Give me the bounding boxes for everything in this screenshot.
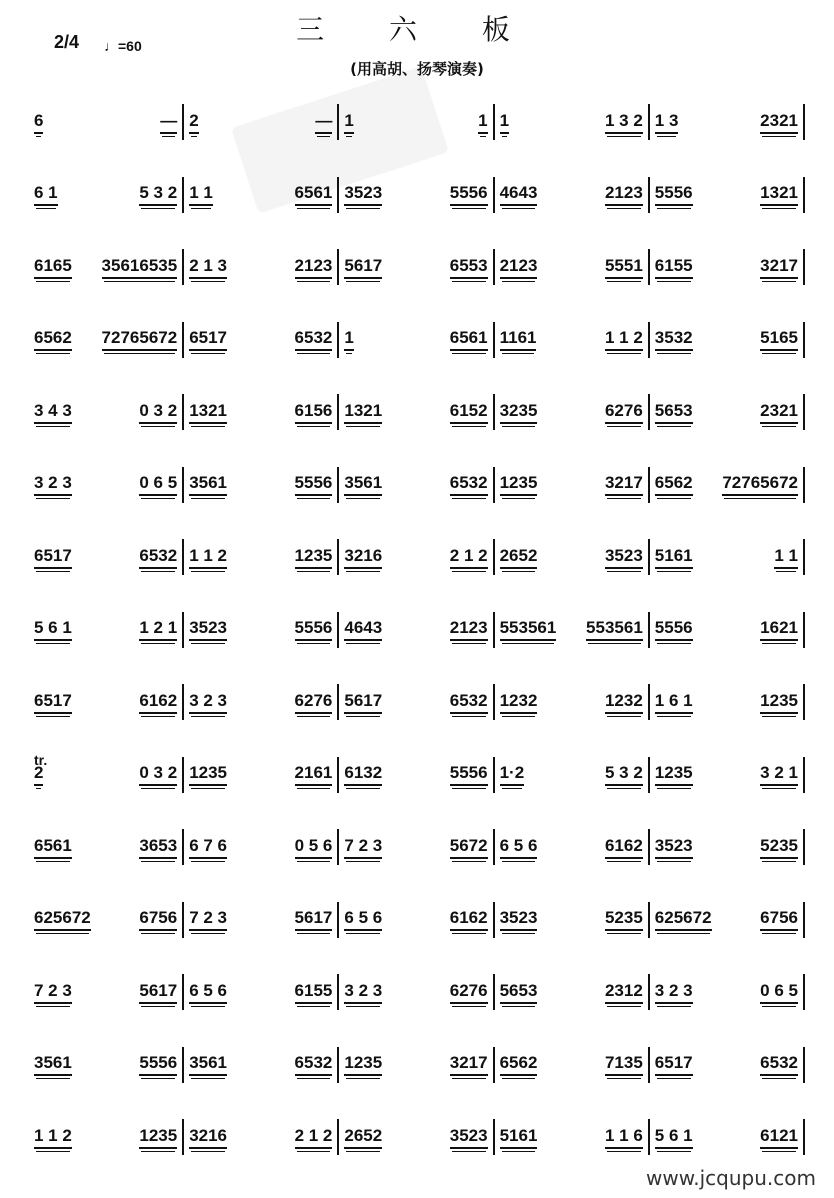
beat-group: 2 — [189, 111, 198, 134]
measure — [649, 825, 804, 869]
notation-line — [28, 173, 808, 221]
barline — [803, 322, 805, 358]
beat-group: 1 1 — [189, 183, 213, 206]
measure — [183, 1043, 338, 1087]
beat-group: 1 3 — [655, 111, 679, 134]
beat-group: 0 5 6 — [295, 836, 333, 859]
beat-group: 1 1 6 — [605, 1126, 643, 1149]
beat-group: 3235 — [500, 401, 538, 424]
beat-group: 6 — [34, 111, 43, 134]
beat-group: 6517 — [34, 691, 72, 714]
beat-group: 2123 — [450, 618, 488, 641]
beat-group: 5235 — [605, 908, 643, 931]
beat-group: 2161 — [295, 763, 333, 786]
barline — [803, 177, 805, 213]
beat-group: 5165 — [760, 328, 798, 351]
notation-line — [28, 753, 808, 801]
trill-mark: tr. — [34, 752, 48, 768]
measure — [494, 535, 649, 579]
beat-group: 2 1 2 — [295, 1126, 333, 1149]
beat-group: 1 — [344, 328, 353, 351]
barline — [803, 104, 805, 140]
beat-group: 6562 — [34, 328, 72, 351]
beat-group: 553561 — [586, 618, 643, 641]
beat-group: 2652 — [500, 546, 538, 569]
beat-group: 2321 — [760, 111, 798, 134]
barline — [803, 467, 805, 503]
beat-group: 1 1 2 — [34, 1126, 72, 1149]
beat-group: 6561 — [450, 328, 488, 351]
beat-group: 5 3 2 — [139, 183, 177, 206]
barline — [803, 974, 805, 1010]
beat-group: 1 — [344, 111, 353, 134]
measure — [649, 753, 804, 797]
measure — [649, 390, 804, 434]
measure — [183, 100, 338, 144]
beat-group: 2123 — [500, 256, 538, 279]
beat-group: 3561 — [189, 1053, 227, 1076]
notation-line — [28, 390, 808, 438]
beat-group: 5556 — [655, 183, 693, 206]
beat-group: 1232 — [500, 691, 538, 714]
beat-group: 6532 — [139, 546, 177, 569]
measure — [28, 1115, 183, 1159]
beat-group: 6165 — [34, 256, 72, 279]
measure — [183, 680, 338, 724]
measure — [28, 1043, 183, 1087]
beat-group: 1 — [478, 111, 487, 134]
measure — [649, 245, 804, 289]
beat-group: 1161 — [500, 328, 537, 351]
beat-group: 7135 — [605, 1053, 643, 1076]
beat-group: 5161 — [655, 546, 693, 569]
beat-group: 2 — [34, 763, 43, 786]
beat-group: 3217 — [760, 256, 798, 279]
notation-line — [28, 318, 808, 366]
beat-group: 6 5 6 — [189, 981, 227, 1004]
beat-group: 2 1 3 — [189, 256, 227, 279]
beat-group: 6156 — [295, 401, 333, 424]
measure — [494, 680, 649, 724]
measure — [338, 825, 493, 869]
beat-group: 5556 — [139, 1053, 177, 1076]
beat-group: 625672 — [655, 908, 712, 931]
barline — [803, 902, 805, 938]
beat-group: 1235 — [295, 546, 333, 569]
beat-group: 5653 — [500, 981, 538, 1004]
beat-group: 6532 — [295, 1053, 333, 1076]
beat-group: 5617 — [295, 908, 333, 931]
beat-group: 6532 — [295, 328, 333, 351]
measure — [649, 680, 804, 724]
beat-group: 6562 — [655, 473, 693, 496]
beat-group: 3 2 3 — [189, 691, 227, 714]
measure — [649, 970, 804, 1014]
beat-group: 6532 — [450, 691, 488, 714]
measure — [494, 173, 649, 217]
measure — [183, 245, 338, 289]
beat-group: 5556 — [295, 618, 333, 641]
barline — [803, 539, 805, 575]
barline — [803, 684, 805, 720]
measure — [338, 100, 493, 144]
beat-group: 6517 — [189, 328, 227, 351]
measure — [28, 898, 183, 942]
measure — [338, 318, 493, 362]
beat-group: 5551 — [605, 256, 643, 279]
beat-group: 7 2 3 — [34, 981, 72, 1004]
measure — [338, 1115, 493, 1159]
beat-group: 1321 — [760, 183, 798, 206]
measure — [494, 463, 649, 507]
notation-line — [28, 463, 808, 511]
beat-group: 6553 — [450, 256, 488, 279]
beat-group: 6155 — [295, 981, 333, 1004]
measure — [494, 100, 649, 144]
beat-group: 2321 — [760, 401, 798, 424]
barline — [803, 1119, 805, 1155]
beat-group: 5556 — [295, 473, 333, 496]
beat-group: 0 6 5 — [760, 981, 798, 1004]
beat-group: 6121 — [760, 1126, 798, 1149]
beat-group: 1235 — [655, 763, 693, 786]
beat-group: 1·2 — [500, 763, 525, 786]
measure — [183, 173, 338, 217]
measure — [183, 898, 338, 942]
measure — [494, 825, 649, 869]
measure — [28, 753, 183, 797]
notation-line — [28, 825, 808, 873]
measure — [338, 245, 493, 289]
beat-group: 1235 — [760, 691, 798, 714]
beat-group: 5672 — [450, 836, 488, 859]
beat-group: 1 — [500, 111, 509, 134]
measure — [338, 1043, 493, 1087]
measure — [183, 753, 338, 797]
measure — [338, 898, 493, 942]
measure — [183, 390, 338, 434]
beat-group: 7 2 3 — [189, 908, 227, 931]
beat-group: 1321 — [189, 401, 227, 424]
barline — [803, 1047, 805, 1083]
measure — [28, 100, 183, 144]
measure — [28, 970, 183, 1014]
beat-group: 3 2 1 — [760, 763, 798, 786]
measure — [649, 173, 804, 217]
measure — [183, 318, 338, 362]
beat-group: 1 1 — [774, 546, 798, 569]
beat-group: 6532 — [450, 473, 488, 496]
notation-line — [28, 680, 808, 728]
beat-group: — — [160, 111, 177, 134]
beat-group: 3216 — [189, 1126, 227, 1149]
measure — [649, 1115, 804, 1159]
beat-group: 5617 — [344, 256, 382, 279]
beat-group: 6276 — [295, 691, 333, 714]
beat-group: 6756 — [139, 908, 177, 931]
beat-group: 6 1 — [34, 183, 58, 206]
beat-group: 3216 — [344, 546, 382, 569]
measure — [28, 535, 183, 579]
beat-group: 1235 — [344, 1053, 382, 1076]
beat-group: 6132 — [344, 763, 382, 786]
beat-group: 5161 — [500, 1126, 538, 1149]
measure — [28, 318, 183, 362]
beat-group: 0 6 5 — [139, 473, 177, 496]
beat-group: 6162 — [139, 691, 177, 714]
beat-group: 3 2 3 — [655, 981, 693, 1004]
beat-group: 6532 — [760, 1053, 798, 1076]
beat-group: 3561 — [344, 473, 382, 496]
beat-group: 3 2 3 — [34, 473, 72, 496]
measure — [494, 970, 649, 1014]
beat-group: 1 6 1 — [655, 691, 693, 714]
beat-group: 6517 — [655, 1053, 693, 1076]
notation-line — [28, 898, 808, 946]
measure — [494, 245, 649, 289]
beat-group: 1621 — [760, 618, 798, 641]
beat-group: 1 3 2 — [605, 111, 643, 134]
measure — [338, 535, 493, 579]
measure — [494, 1043, 649, 1087]
beat-group: 3217 — [605, 473, 643, 496]
beat-group: 35616535 — [102, 256, 178, 279]
beat-group: 2123 — [295, 256, 333, 279]
beat-group: 5 6 1 — [34, 618, 72, 641]
beat-group: — — [315, 111, 332, 134]
beat-group: 4643 — [344, 618, 382, 641]
beat-group: 5 3 2 — [605, 763, 643, 786]
measure — [183, 463, 338, 507]
measure — [183, 608, 338, 652]
measure — [649, 463, 804, 507]
beat-group: 1232 — [605, 691, 643, 714]
measure — [338, 173, 493, 217]
beat-group: 5617 — [344, 691, 382, 714]
beat-group: 6561 — [295, 183, 333, 206]
beat-group: 5556 — [655, 618, 693, 641]
barline — [803, 829, 805, 865]
beat-group: 6276 — [450, 981, 488, 1004]
beat-group: 3561 — [189, 473, 227, 496]
measure — [28, 463, 183, 507]
measure — [338, 608, 493, 652]
beat-group: 6562 — [500, 1053, 538, 1076]
piece-title: 三 六 板 — [296, 13, 538, 46]
beat-group: 6756 — [760, 908, 798, 931]
measure — [28, 608, 183, 652]
beat-group: 6152 — [450, 401, 488, 424]
beat-group: 6 7 6 — [189, 836, 227, 859]
beat-group: 72765672 — [102, 328, 178, 351]
barline — [803, 757, 805, 793]
beat-group: 3523 — [450, 1126, 488, 1149]
beat-group: 3523 — [189, 618, 227, 641]
beat-group: 3523 — [500, 908, 538, 931]
piece-subtitle: (用高胡、扬琴演奏) — [350, 60, 484, 78]
beat-group: 6155 — [655, 256, 693, 279]
measure — [28, 825, 183, 869]
beat-group: 5556 — [450, 763, 488, 786]
beat-group: 1235 — [500, 473, 538, 496]
beat-group: 3523 — [344, 183, 382, 206]
beat-group: 6276 — [605, 401, 643, 424]
tempo-marking: ♩=60 — [104, 38, 142, 54]
beat-group: 7 2 3 — [344, 836, 382, 859]
beat-group: 4643 — [500, 183, 538, 206]
beat-group: 5653 — [655, 401, 693, 424]
measure — [338, 390, 493, 434]
beat-group: 5617 — [139, 981, 177, 1004]
measure — [183, 535, 338, 579]
beat-group: 2 1 2 — [450, 546, 488, 569]
measure — [649, 318, 804, 362]
measure — [649, 1043, 804, 1087]
measure — [28, 245, 183, 289]
beat-group: 1 1 2 — [189, 546, 227, 569]
beat-group: 6517 — [34, 546, 72, 569]
measure — [338, 970, 493, 1014]
beat-group: 6162 — [605, 836, 643, 859]
beat-group: 2312 — [605, 981, 643, 1004]
measure — [649, 608, 804, 652]
beat-group: 6 5 6 — [344, 908, 382, 931]
notation-line — [28, 608, 808, 656]
beat-group: 1235 — [189, 763, 227, 786]
measure — [494, 318, 649, 362]
measure — [649, 100, 804, 144]
beat-group: 1 2 1 — [139, 618, 177, 641]
measure — [28, 390, 183, 434]
beat-group: 3561 — [34, 1053, 72, 1076]
measure — [494, 753, 649, 797]
beat-group: 3532 — [655, 328, 693, 351]
notation-line — [28, 535, 808, 583]
measure — [28, 680, 183, 724]
beat-group: 6561 — [34, 836, 72, 859]
beat-group: 2123 — [605, 183, 643, 206]
measure — [494, 898, 649, 942]
barline — [803, 249, 805, 285]
beat-group: 553561 — [500, 618, 557, 641]
beat-group: 3 2 3 — [344, 981, 382, 1004]
beat-group: 1235 — [139, 1126, 177, 1149]
beat-group: 1321 — [344, 401, 382, 424]
notation-line — [28, 1115, 808, 1163]
beat-group: 3523 — [655, 836, 693, 859]
beat-group: 5235 — [760, 836, 798, 859]
notation-line — [28, 1043, 808, 1091]
beat-group: 5556 — [450, 183, 488, 206]
beat-group: 0 3 2 — [139, 401, 177, 424]
beat-group: 3523 — [605, 546, 643, 569]
barline — [803, 612, 805, 648]
measure — [183, 970, 338, 1014]
barline — [803, 394, 805, 430]
beat-group: 625672 — [34, 908, 91, 931]
measure — [338, 753, 493, 797]
beat-group: 5 6 1 — [655, 1126, 693, 1149]
notation-line — [28, 970, 808, 1018]
measure — [183, 825, 338, 869]
measure — [649, 535, 804, 579]
time-signature: 2/4 — [54, 32, 80, 52]
measure — [28, 173, 183, 217]
beat-group: 3217 — [450, 1053, 488, 1076]
beat-group: 72765672 — [722, 473, 798, 496]
beat-group: 6162 — [450, 908, 488, 931]
site-footer[interactable]: www.jcqupu.com — [646, 1166, 816, 1190]
measure — [494, 390, 649, 434]
beat-group: 1 1 2 — [605, 328, 643, 351]
measure — [494, 608, 649, 652]
beat-group: 0 3 2 — [139, 763, 177, 786]
measure — [338, 463, 493, 507]
beat-group: 3653 — [139, 836, 177, 859]
notation-line — [28, 100, 808, 148]
measure — [649, 898, 804, 942]
beat-group: 6 5 6 — [500, 836, 538, 859]
measure — [183, 1115, 338, 1159]
measure — [494, 1115, 649, 1159]
measure — [338, 680, 493, 724]
beat-group: 3 4 3 — [34, 401, 72, 424]
beat-group: 2652 — [344, 1126, 382, 1149]
notation-line — [28, 245, 808, 293]
